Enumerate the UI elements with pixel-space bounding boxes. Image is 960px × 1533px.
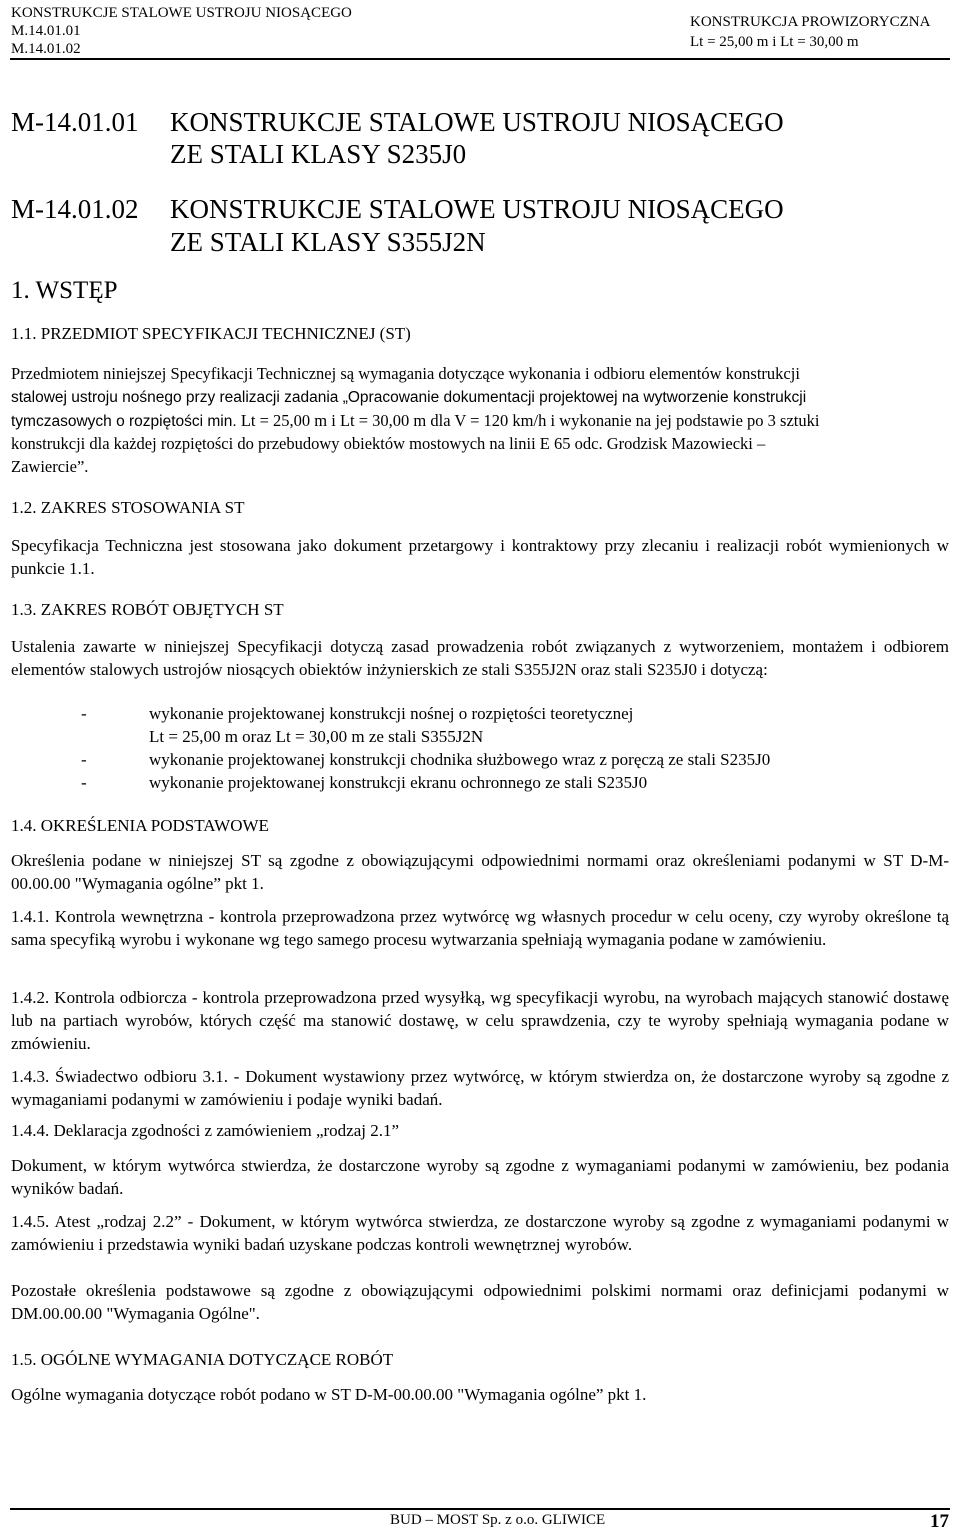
section-1-1-line3b: Lt = 25,00 m i Lt = 30,00 m dla V = 120 km/h i wykonanie na jej podstawie po 3 sztuki: [236, 411, 820, 430]
spec-title-2-line2: ZE STALI KLASY S355J2N: [170, 227, 486, 257]
section-1-1-line1: Przedmiotem niniejszej Specyfikacji Technicznej są wymagania dotyczące wykonania i odbioru elementów konstrukcji: [11, 364, 800, 383]
section-1-2-heading: 1.2. ZAKRES STOSOWANIA ST: [11, 498, 245, 517]
spec-title-1-line1: KONSTRUKCJE STALOWE USTROJU NIOSĄCEGO: [170, 107, 784, 137]
section-1-1-heading: 1.1. PRZEDMIOT SPECYFIKACJI TECHNICZNEJ (ST): [11, 324, 411, 343]
definition-1-4-4-heading: 1.4.4. Deklaracja zgodności z zamówieniem „rodzaj 2.1”: [11, 1121, 400, 1140]
page-number: 17: [930, 1511, 949, 1532]
spec-title-2-line1: KONSTRUKCJE STALOWE USTROJU NIOSĄCEGO: [170, 194, 784, 224]
list-item-1-line2: Lt = 25,00 m oraz Lt = 30,00 m ze stali S355J2N: [149, 727, 484, 746]
list-item-3: wykonanie projektowanej konstrukcji ekranu ochronnego ze stali S235J0: [149, 773, 648, 792]
page-header: [0, 0, 960, 58]
header-left-code2: M.14.01.02: [11, 41, 81, 57]
header-left-title: KONSTRUKCJE STALOWE USTROJU NIOSĄCEGO: [11, 5, 352, 21]
definition-1-4-4-text: Dokument, w którym wytwórca stwierdza, że dostarczone wyroby są zgodne z wymaganiami podanymi w zamówieniu, bez podania wyników badań.: [11, 1156, 949, 1198]
section-1-1-line5: Zawiercie”.: [11, 457, 89, 476]
section-1-5-heading: 1.5. OGÓLNE WYMAGANIA DOTYCZĄCE ROBÓT: [11, 1350, 394, 1369]
header-right: [690, 12, 930, 52]
header-right-title: KONSTRUKCJA PROWIZORYCZNA: [690, 14, 931, 30]
list-dash: -: [81, 750, 87, 769]
section-1-2-text: Specyfikacja Techniczna jest stosowana jako dokument przetargowy i kontraktowy przy zlecaniu i realizacji robót wymienionych w punkcie 1.1.: [11, 536, 949, 578]
section-1-1-line3a: tymczasowych o rozpiętości min.: [11, 413, 237, 430]
list-dash: -: [81, 773, 87, 792]
header-left: [11, 4, 352, 58]
spec-code-1: M-14.01.01: [11, 107, 139, 137]
definition-1-4-1: 1.4.1. Kontrola wewnętrzna - kontrola przeprowadzona przez wytwórcę wg własnych procedur w celu oceny, czy wyroby określone tą sama specyfiką wyrobu i wykonane wg tego samego procesu wytwarzania spełniają wymagania podane w zamówieniu.: [11, 907, 949, 949]
header-divider: [10, 58, 950, 60]
section-1-3-list: [0, 702, 960, 792]
footer-divider: [10, 1508, 950, 1510]
definition-1-4-5: 1.4.5. Atest „rodzaj 2.2” - Dokument, w którym wytwórca stwierdza, ze dostarczone wyroby są zgodne z wymaganiami podanymi w zamówieniu i przedstawia wyniki badań uzyskane podczas kontroli wewnętrznej wyrobów.: [11, 1212, 949, 1254]
section-1-3-heading: 1.3. ZAKRES ROBÓT OBJĘTYCH ST: [11, 600, 284, 619]
definition-1-4-3: 1.4.3. Świadectwo odbioru 3.1. - Dokument wystawiony przez wytwórcę, w którym stwierdza on, że dostarczone wyroby są zgodne z wymaganiami podanymi w zamówieniu i podaje wyniki badań.: [11, 1067, 949, 1109]
section-1-4-heading: 1.4. OKREŚLENIA PODSTAWOWE: [11, 816, 269, 835]
list-item-2: wykonanie projektowanej konstrukcji chodnika służbowego wraz z poręczą ze stali S235J0: [149, 750, 771, 769]
header-left-code1: M.14.01.01: [11, 23, 81, 39]
section-1-1-line3: [11, 409, 819, 433]
section-1-4-intro: Określenia podane w niniejszej ST są zgodne z obowiązującymi odpowiednimi normami oraz określeniami podanymi w ST D-M-00.00.00 "Wymagania ogólne” pkt 1.: [11, 851, 949, 893]
spec-title-1-line2: ZE STALI KLASY S235J0: [170, 139, 467, 169]
section-1-1-line2: stalowej ustroju nośnego przy realizacji zadania „Opracowanie dokumentacji projektowej na wytworzenie konstrukcji: [11, 389, 807, 406]
list-dash: -: [81, 704, 87, 723]
header-right-sub: Lt = 25,00 m i Lt = 30,00 m: [690, 34, 859, 50]
list-item-1-line1: wykonanie projektowanej konstrukcji nośnej o rozpiętości teoretycznej: [149, 704, 634, 723]
section-1-4-other: Pozostałe określenia podstawowe są zgodne z obowiązującymi odpowiednimi polskimi normami oraz definicjami podanymi w DM.00.00.00 "Wymagania Ogólne".: [11, 1281, 949, 1323]
section-1-heading: 1. WSTĘP: [11, 277, 118, 304]
footer-company: BUD – MOST Sp. z o.o. GLIWICE: [390, 1512, 606, 1528]
section-1-1-line4: konstrukcji dla każdej rozpiętości do przebudowy obiektów mostowych na linii E 65 odc. Grodzisk Mazowiecki –: [11, 434, 766, 453]
definition-1-4-2: 1.4.2. Kontrola odbiorcza - kontrola przeprowadzona przed wysyłką, wg specyfikacji wyrobu, na wyrobach mających stanowić dostawę lub na partiach wyrobów, których część ma stanowić dostawę, w celu sprawdzenia, czy te wyroby spełniają wymagania podane w zmówieniu.: [11, 988, 949, 1053]
section-1-3-text: Ustalenia zawarte w niniejszej Specyfikacji dotyczą zasad prowadzenia robót związanych z wytworzeniem, montażem i odbiorem elementów stalowych ustrojów niosących obiektów inżynierskich ze stali S355J2N oraz stali S235J0 i dotyczą:: [11, 637, 949, 679]
section-1-5-text: Ogólne wymagania dotyczące robót podano w ST D-M-00.00.00 "Wymagania ogólne” pkt 1.: [11, 1385, 647, 1404]
spec-code-2: M-14.01.02: [11, 194, 139, 224]
